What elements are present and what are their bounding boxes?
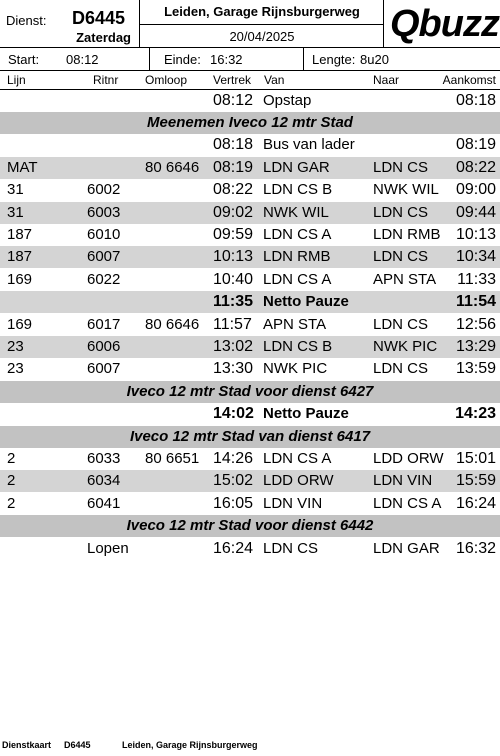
cell-aankomst: 08:18 (455, 92, 496, 109)
cell-aankomst: 14:23 (455, 405, 496, 422)
section-text: Iveco 12 mtr Stad van dienst 6417 (129, 428, 371, 445)
col-van: Van (264, 73, 285, 87)
trip-row (0, 90, 500, 112)
cell-van: LDD ORW (263, 472, 334, 489)
start-cell (0, 48, 150, 71)
pause-row (0, 291, 500, 313)
section-row (0, 112, 500, 134)
cell-van: LDN CS B (263, 181, 333, 198)
cell-lijn: 187 (7, 226, 33, 243)
cell-vertrek: 14:26 (213, 450, 254, 467)
cell-van: NWK WIL (263, 204, 329, 221)
trip-row (0, 448, 500, 470)
dienst-label: Dienst: (6, 13, 47, 28)
trip-row (0, 202, 500, 224)
trip-row (0, 157, 500, 179)
section-text: Meenemen Iveco 12 mtr Stad (147, 114, 353, 131)
cell-ritnr: 6003 (87, 204, 121, 221)
cell-vertrek: 10:40 (213, 271, 254, 288)
cell-vertrek: 16:05 (213, 495, 254, 512)
cell-lijn: 2 (7, 450, 16, 467)
dienst-code: D6445 (71, 8, 125, 28)
section-text: Iveco 12 mtr Stad voor dienst 6442 (126, 517, 374, 534)
start-value: 08:12 (66, 52, 99, 67)
cell-ritnr: 6041 (87, 495, 121, 512)
cell-van: NWK PIC (263, 360, 328, 377)
cell-vertrek: 08:12 (213, 92, 254, 109)
footer-garage: Leiden, Garage Rijnsburgerweg (122, 740, 258, 750)
dienst-day: Zaterdag (76, 30, 131, 45)
section-row (0, 381, 500, 403)
col-lijn: Lijn (7, 73, 26, 87)
cell-vertrek: 15:02 (213, 472, 254, 489)
cell-van: Bus van lader (263, 136, 355, 153)
cell-ritnr: 6034 (87, 472, 121, 489)
trip-row (0, 314, 500, 336)
cell-naar: LDD ORW (373, 450, 444, 467)
cell-lijn: 31 (7, 204, 24, 221)
cell-aankomst: 15:01 (455, 450, 496, 467)
footer-label: Dienstkaart (2, 740, 52, 750)
cell-aankomst: 16:32 (455, 540, 496, 557)
trip-row (0, 493, 500, 515)
cell-van: LDN CS B (263, 338, 333, 355)
time-summary (0, 48, 500, 71)
trip-row (0, 269, 500, 291)
cell-lijn: MAT (7, 159, 38, 176)
cell-vertrek: 16:24 (213, 540, 254, 557)
cell-vertrek: 14:02 (213, 405, 254, 422)
cell-lijn: 2 (7, 495, 16, 512)
cell-aankomst: 16:24 (455, 495, 496, 512)
cell-naar: LDN CS A (373, 495, 442, 512)
cell-vertrek: 11:35 (213, 293, 254, 310)
cell-ritnr: 6033 (87, 450, 121, 467)
footer-code: D6445 (64, 740, 91, 750)
cell-naar: LDN RMB (373, 226, 441, 243)
cell-van: Netto Pauze (263, 293, 349, 310)
cell-naar: LDN CS (373, 204, 429, 221)
cell-aankomst: 09:00 (455, 181, 496, 198)
cell-ritnr: 6006 (87, 338, 121, 355)
cell-naar: LDN CS (373, 316, 429, 333)
cell-ritnr: 6017 (87, 316, 121, 333)
cell-van: LDN GAR (263, 159, 330, 176)
cell-aankomst: 10:13 (455, 226, 496, 243)
cell-naar: LDN GAR (373, 540, 440, 557)
cell-vertrek: 13:30 (213, 360, 254, 377)
einde-value: 16:32 (210, 52, 243, 67)
cell-van: APN STA (263, 316, 327, 333)
einde-cell (150, 48, 304, 71)
cell-omloop: 80 6646 (145, 159, 200, 176)
cell-van: LDN CS A (263, 271, 332, 288)
trip-row (0, 538, 500, 560)
cell-van: Opstap (263, 92, 312, 109)
col-aankomst: Aankomst (442, 73, 496, 87)
cell-aankomst: 13:59 (455, 360, 496, 377)
cell-ritnr: 6010 (87, 226, 121, 243)
column-header (0, 71, 500, 90)
cell-lijn: 31 (7, 181, 24, 198)
trip-row (0, 179, 500, 201)
cell-ritnr: 6002 (87, 181, 121, 198)
garage-cell (140, 0, 384, 48)
cell-omloop: 80 6651 (145, 450, 200, 467)
cell-omloop: 80 6646 (145, 316, 200, 333)
cell-vertrek: 09:59 (213, 226, 254, 243)
cell-ritnr: Lopen (87, 540, 129, 557)
cell-lijn: 23 (7, 360, 24, 377)
trip-row (0, 134, 500, 156)
dienst-cell (0, 0, 140, 48)
pause-row (0, 403, 500, 425)
cell-ritnr: 6007 (87, 248, 121, 265)
cell-vertrek: 10:13 (213, 248, 254, 265)
start-label: Start: (8, 52, 40, 67)
logo-cell (384, 0, 500, 48)
cell-lijn: 23 (7, 338, 24, 355)
qbuzz-logo: Qbuzz (390, 3, 499, 45)
section-text: Iveco 12 mtr Stad voor dienst 6427 (126, 383, 374, 400)
section-row (0, 515, 500, 537)
cell-aankomst: 09:44 (455, 204, 496, 221)
cell-ritnr: 6007 (87, 360, 121, 377)
einde-label: Einde: (164, 52, 201, 67)
garage-name: Leiden, Garage Rijnsburgerweg (140, 3, 384, 25)
cell-aankomst: 15:59 (455, 472, 496, 489)
cell-van: Netto Pauze (263, 405, 349, 422)
cell-lijn: 169 (7, 271, 33, 288)
cell-vertrek: 08:22 (213, 181, 254, 198)
cell-aankomst: 13:29 (455, 338, 496, 355)
cell-aankomst: 11:33 (457, 271, 496, 288)
cell-ritnr: 6022 (87, 271, 121, 288)
col-naar: Naar (373, 73, 400, 87)
cell-naar: LDN CS (373, 360, 429, 377)
cell-aankomst: 08:19 (455, 136, 496, 153)
cell-aankomst: 08:22 (455, 159, 496, 176)
section-row (0, 426, 500, 448)
cell-naar: NWK PIC (373, 338, 438, 355)
col-vertrek: Vertrek (213, 73, 252, 87)
cell-naar: NWK WIL (373, 181, 439, 198)
cell-van: LDN VIN (263, 495, 323, 512)
trip-row (0, 224, 500, 246)
service-date: 20/04/2025 (229, 29, 295, 44)
cell-vertrek: 09:02 (213, 204, 254, 221)
cell-naar: LDN CS (373, 248, 429, 265)
cell-naar: LDN CS (373, 159, 429, 176)
trip-row (0, 336, 500, 358)
lengte-cell (304, 48, 500, 71)
cell-lijn: 169 (7, 316, 33, 333)
cell-aankomst: 11:54 (455, 293, 496, 310)
cell-van: LDN RMB (263, 248, 331, 265)
cell-vertrek: 08:18 (213, 136, 254, 153)
cell-vertrek: 11:57 (213, 316, 252, 333)
cell-lijn: 187 (7, 248, 33, 265)
trip-row (0, 358, 500, 380)
cell-van: LDN CS A (263, 450, 332, 467)
trip-row (0, 246, 500, 268)
col-omloop: Omloop (145, 73, 188, 87)
cell-van: LDN CS (263, 540, 319, 557)
trip-row (0, 470, 500, 492)
cell-naar: APN STA (373, 271, 437, 288)
cell-aankomst: 12:56 (455, 316, 496, 333)
header (0, 0, 500, 48)
footer (0, 740, 500, 754)
cell-aankomst: 10:34 (455, 248, 496, 265)
cell-lijn: 2 (7, 472, 16, 489)
cell-vertrek: 13:02 (213, 338, 254, 355)
lengte-value: 8u20 (360, 52, 389, 67)
col-ritnr: Ritnr (93, 73, 119, 87)
cell-van: LDN CS A (263, 226, 332, 243)
cell-naar: LDN VIN (373, 472, 433, 489)
cell-vertrek: 08:19 (213, 159, 254, 176)
lengte-label: Lengte: (312, 52, 356, 67)
